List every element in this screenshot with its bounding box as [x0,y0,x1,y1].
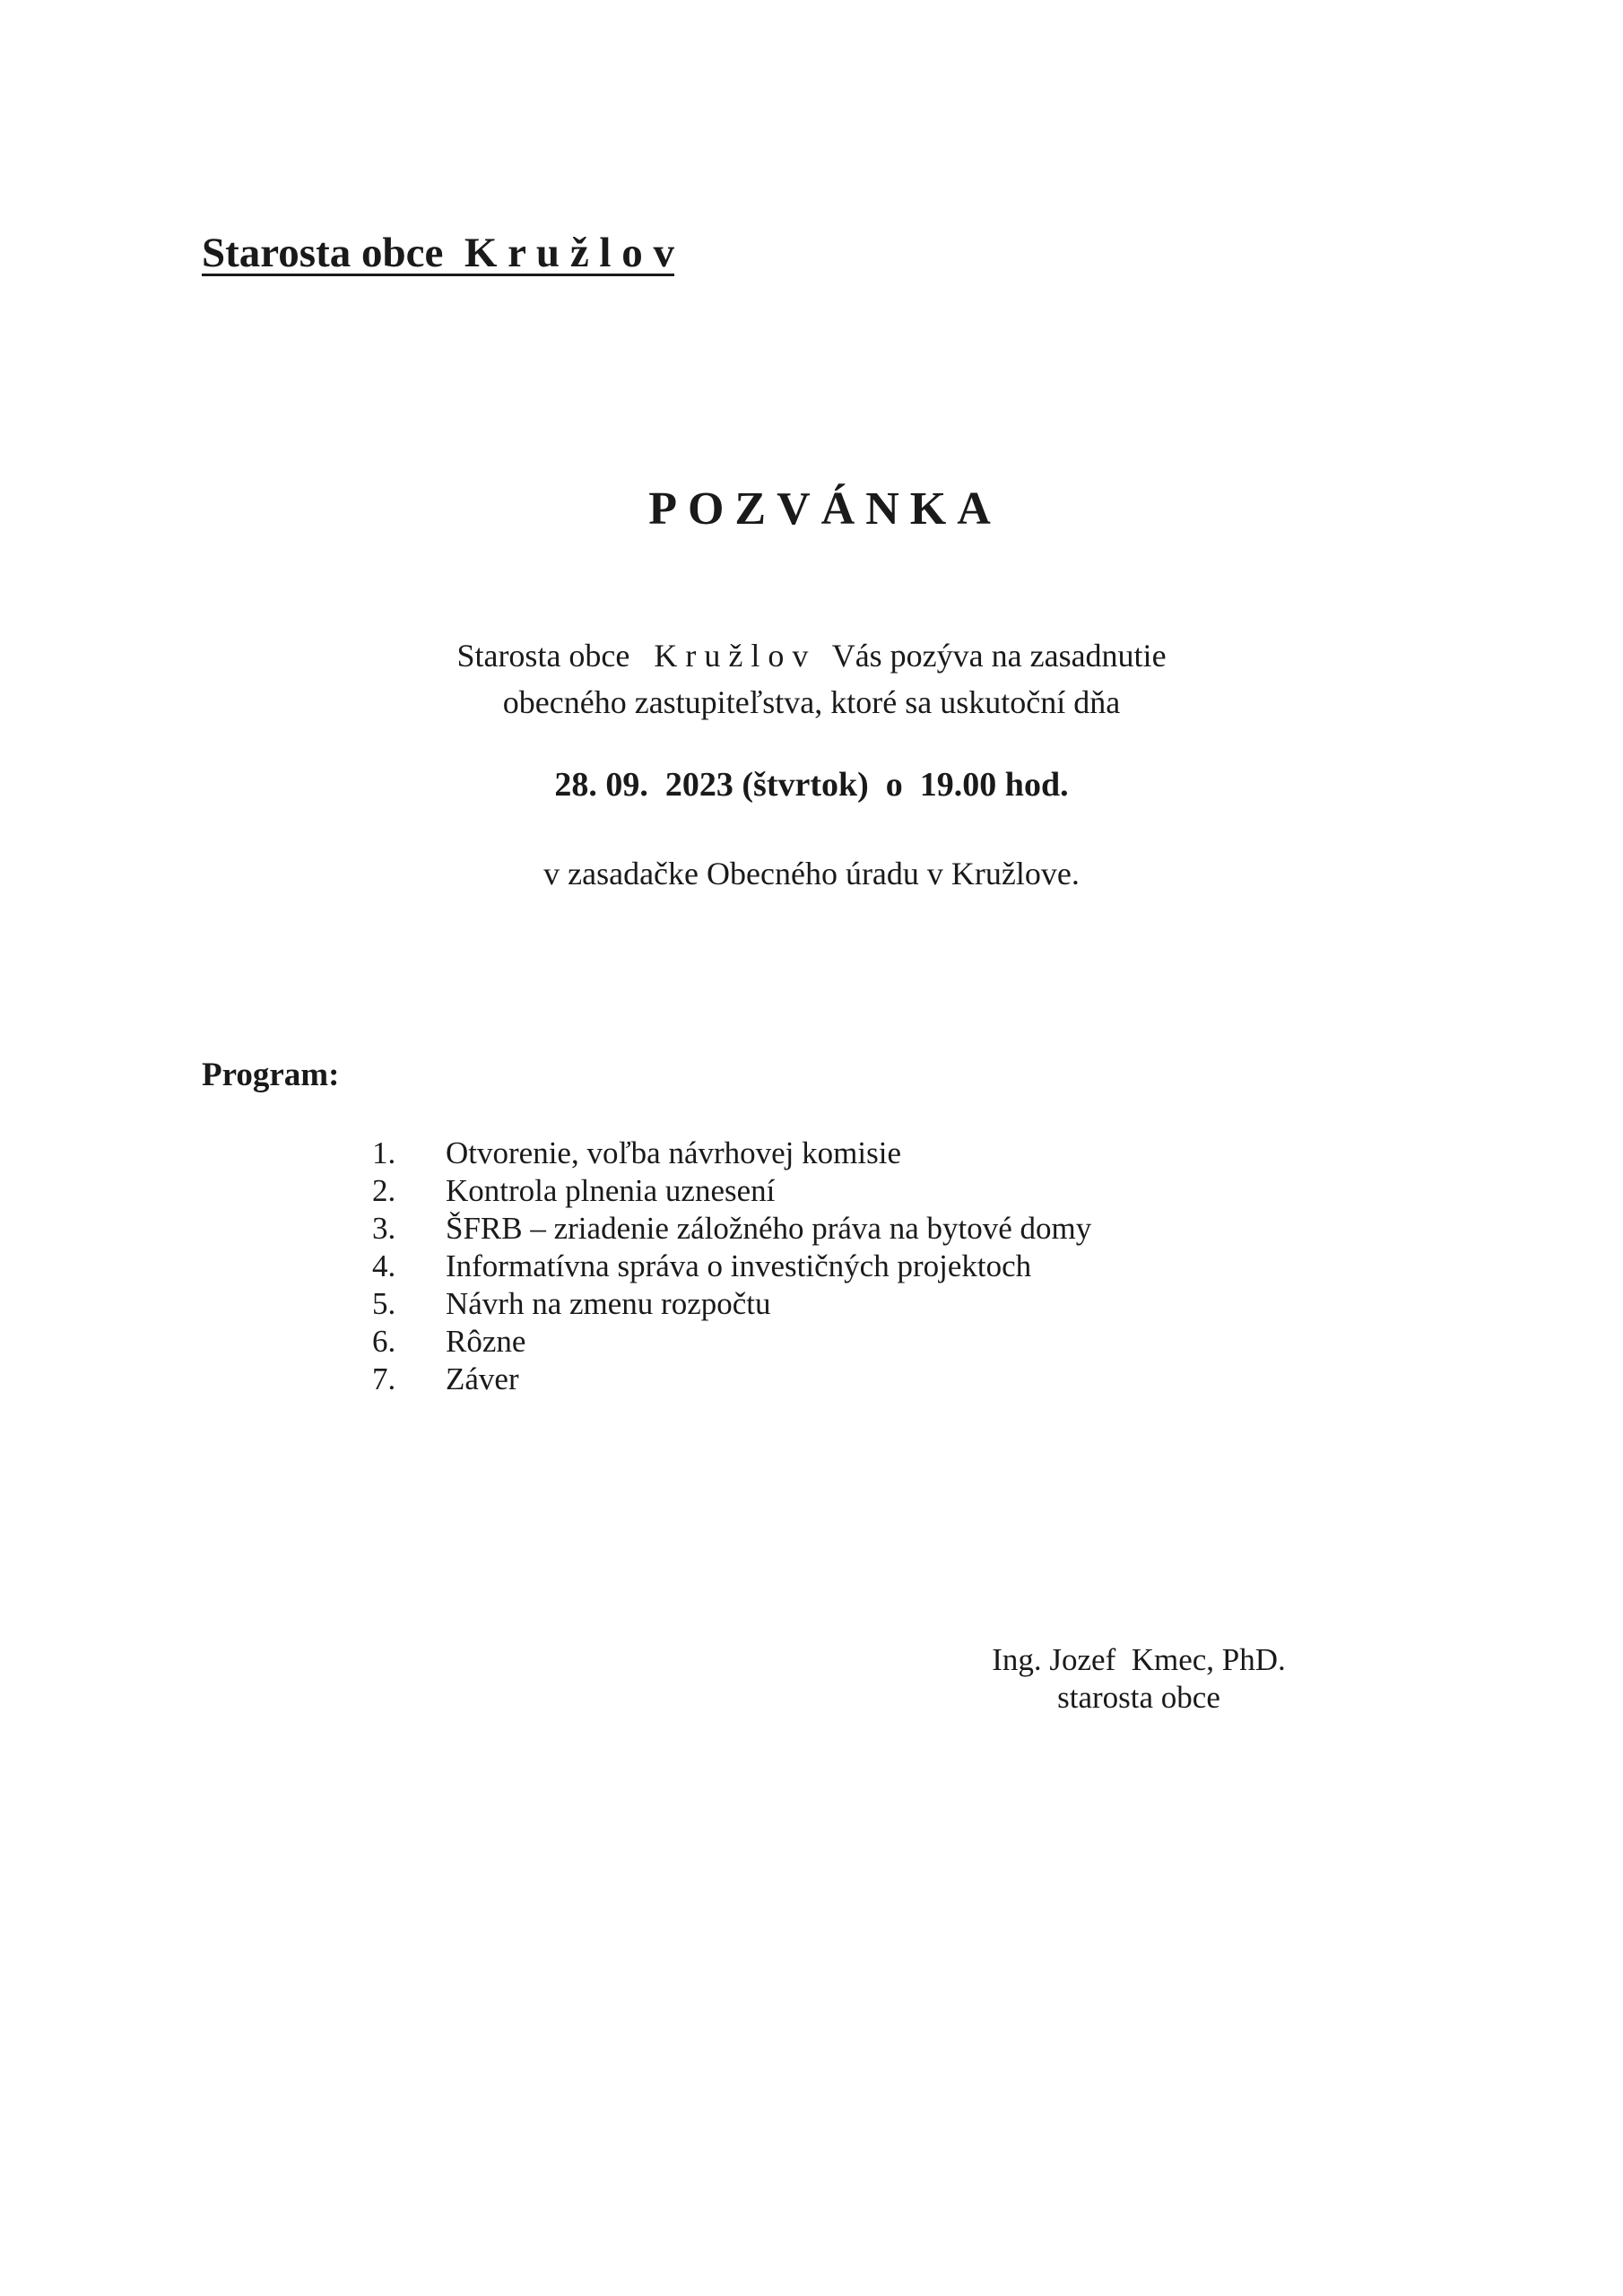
agenda-list [372,1135,1091,1398]
agenda-item-text: Kontrola plnenia uznesení [446,1173,776,1208]
invitation-intro-line-1: Starosta obce K r u ž l o v Vás pozýva na zasadnutie [456,638,1167,674]
invitation-intro-line-2: obecného zastupiteľstva, ktoré sa uskutoční dňa [502,684,1121,720]
agenda-item [372,1248,1091,1285]
signatory-role: starosta obce [1057,1680,1220,1715]
agenda-item-number: 3. [372,1211,396,1246]
agenda-item [372,1210,1091,1248]
agenda-item-number: 4. [372,1248,396,1283]
meeting-datetime: 28. 09. 2023 (štvrtok) o 19.00 hod. [554,766,1069,804]
agenda-item [372,1172,1091,1210]
agenda-item-number: 1. [372,1135,396,1170]
agenda-item [372,1323,1091,1361]
agenda-item-text: Rôzne [446,1324,526,1359]
agenda-item-text: Záver [446,1361,519,1396]
agenda-item-text: ŠFRB – zriadenie záložného práva na bytové domy [446,1211,1092,1246]
agenda-item [372,1135,1091,1172]
agenda-item-number: 5. [372,1286,396,1321]
agenda-item-number: 7. [372,1361,396,1396]
agenda-item [372,1361,1091,1398]
meeting-location: v zasadačke Obecného úradu v Kružlove. [543,856,1080,891]
header-title: Starosta obce K r u ž l o v [202,230,674,276]
agenda-item-text: Otvorenie, voľba návrhovej komisie [446,1135,901,1170]
signatory-name: Ing. Jozef Kmec, PhD. [992,1642,1286,1677]
invitation-heading: POZVÁNKA [648,483,1002,535]
agenda-item-text: Návrh na zmenu rozpočtu [446,1286,771,1321]
agenda-item-text: Informatívna správa o investičných projektoch [446,1248,1032,1283]
agenda-item-number: 6. [372,1324,396,1359]
agenda-item [372,1285,1091,1323]
program-heading: Program: [202,1057,340,1093]
signature-block [946,1641,1332,1717]
agenda-item-number: 2. [372,1173,396,1208]
